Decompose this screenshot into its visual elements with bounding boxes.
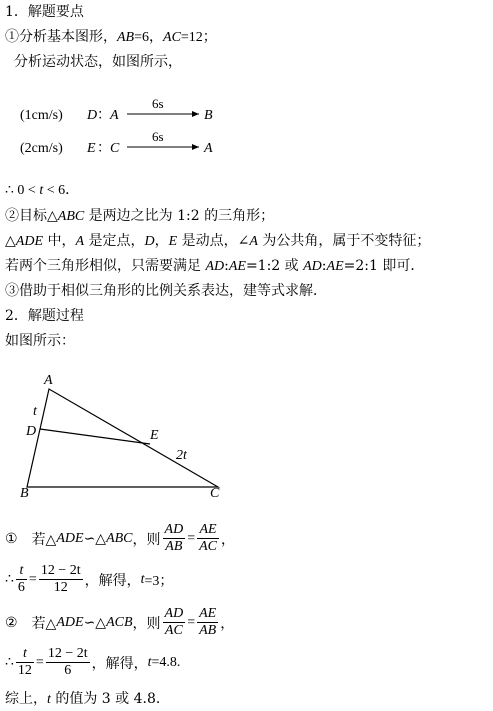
segment-ae: AE (326, 259, 344, 274)
text: : (224, 258, 229, 274)
length-t: t (33, 404, 37, 419)
case-2-equation (5, 606, 234, 639)
case-2-solution (5, 646, 180, 679)
colon: ： (97, 108, 111, 123)
motion-diagram (0, 92, 260, 160)
denominator: AC (199, 539, 217, 554)
triangle-ade: ADE (56, 614, 84, 630)
section-title-process: 2．解题过程 (5, 308, 84, 324)
segment-ad: AD (303, 259, 322, 274)
point-d-diagram: D (26, 424, 37, 439)
text: ， (154, 233, 169, 249)
point-d-label: D (87, 108, 98, 123)
fraction-12-2t-6 (46, 646, 90, 679)
fraction-ad-ac (163, 606, 186, 639)
fraction-t-6 (16, 563, 27, 596)
therefore-symbol: ∴ (5, 655, 14, 670)
feature-line (5, 232, 430, 251)
case-number: ② (5, 614, 18, 631)
time-label-1: 6s (152, 96, 164, 111)
var-t: t (47, 692, 51, 707)
numerator: AE (199, 606, 217, 621)
condition-line (5, 257, 424, 276)
figure-intro: 如图所示： (5, 333, 75, 349)
point-e-label: E (87, 141, 96, 156)
vertex-c: C (210, 486, 220, 500)
denominator: AB (165, 539, 183, 554)
case-1-solution (5, 563, 173, 596)
point-d: D (144, 234, 155, 249)
triangle-abc: ABC (106, 530, 133, 546)
time-range (5, 182, 79, 200)
conclusion (5, 690, 160, 709)
text: 是动点，∠ (177, 233, 250, 249)
text: ∴ 0 < (5, 183, 40, 198)
start-a: A (110, 108, 119, 123)
point-a: A (75, 234, 85, 249)
text: =12； (180, 30, 217, 45)
analysis-line-2: 分析运动状态，如图所示， (14, 54, 182, 70)
text: △ (5, 233, 16, 249)
fraction-t-12 (16, 646, 34, 679)
goal-line (5, 207, 274, 226)
text: ②目标△ (5, 208, 58, 224)
denominator: AB (199, 623, 217, 638)
speed-d: (1cm/s) (20, 108, 63, 123)
segment-ae: AE (228, 259, 246, 274)
text: 若两个三角形相似，只需要满足 (5, 258, 206, 274)
equals: = (35, 654, 44, 670)
therefore-symbol: ∴ (5, 572, 14, 587)
text: ①分析基本图形， (5, 29, 117, 45)
fraction-ae-ab (197, 606, 218, 639)
start-c: C (110, 141, 120, 156)
length-2t: 2t (176, 448, 187, 463)
text: 中， (43, 233, 76, 249)
speed-e: (2cm/s) (20, 141, 63, 156)
segment-ac: AC (163, 30, 181, 45)
text: 若△ (31, 615, 57, 632)
case-number: ① (5, 530, 18, 547)
text: ，则 (132, 531, 161, 548)
numerator: t (16, 563, 27, 580)
var-t: t (39, 183, 44, 198)
fraction-ae-ac (197, 522, 219, 555)
triangle-ade: ADE (56, 530, 84, 546)
text: ， (220, 615, 235, 632)
text: =6， (134, 30, 164, 45)
equals: = (187, 614, 196, 630)
text: 为公共角，属于不变特征； (257, 233, 431, 249)
end-b: B (204, 108, 213, 123)
text: < 6． (43, 183, 80, 198)
text: ，解得， (91, 655, 148, 672)
similar-symbol: ∽△ (83, 614, 107, 631)
triangle-abc-shape (27, 389, 218, 487)
triangle-ade: ADE (15, 234, 43, 249)
segment-ad: AD (205, 259, 225, 274)
text: =2:1 即可． (343, 258, 425, 274)
text: 若△ (31, 531, 57, 548)
analysis-line-1 (5, 28, 217, 47)
numerator: 12 − 2t (47, 646, 88, 661)
text: ，则 (132, 615, 161, 632)
text: 是定点， (84, 233, 145, 249)
equals: = (28, 571, 37, 587)
method-line: ③借助于相似三角形的比例关系表达，建等式求解． (5, 283, 327, 299)
denominator: 6 (17, 580, 25, 595)
text: =1:2 或 (245, 258, 304, 274)
triangle-acb: ACB (106, 614, 133, 630)
denominator: 12 (53, 580, 68, 595)
segment-ab: AB (117, 30, 135, 45)
triangle-diagram (0, 365, 240, 500)
vertex-b: B (20, 486, 29, 500)
fraction-12-2t-12 (39, 563, 83, 596)
text: 的值为 3 或 4.8. (50, 691, 161, 707)
result: =4.8. (151, 654, 181, 670)
fraction-ad-ab (163, 522, 186, 555)
var-t: t (140, 571, 145, 587)
text: ， (220, 531, 235, 548)
similar-symbol: ∽△ (83, 530, 107, 547)
text: : (321, 258, 327, 274)
numerator: 12 − 2t (40, 563, 81, 578)
equals: = (187, 530, 196, 546)
text: ，解得， (84, 572, 141, 589)
section-title-key-points: 1．解题要点 (5, 4, 84, 20)
denominator: 12 (17, 663, 32, 678)
triangle-abc: ABC (57, 209, 85, 224)
time-label-2: 6s (152, 129, 164, 144)
point-a: A (249, 234, 258, 249)
vertex-a: A (44, 373, 53, 388)
result: =3； (144, 573, 174, 589)
end-a: A (204, 141, 213, 156)
text: 综上， (5, 691, 47, 707)
point-e-diagram: E (150, 428, 159, 443)
segment-de (40, 429, 150, 444)
case-1-equation (5, 522, 235, 555)
point-e: E (168, 234, 178, 249)
colon: ： (97, 141, 111, 156)
numerator: AD (164, 606, 184, 621)
denominator: 6 (64, 663, 72, 678)
denominator: AC (164, 623, 183, 638)
numerator: AE (197, 522, 219, 539)
numerator: AD (164, 522, 184, 537)
numerator: t (16, 646, 34, 663)
var-t: t (147, 654, 152, 670)
text: 是两边之比为 1:2 的三角形； (84, 208, 275, 224)
